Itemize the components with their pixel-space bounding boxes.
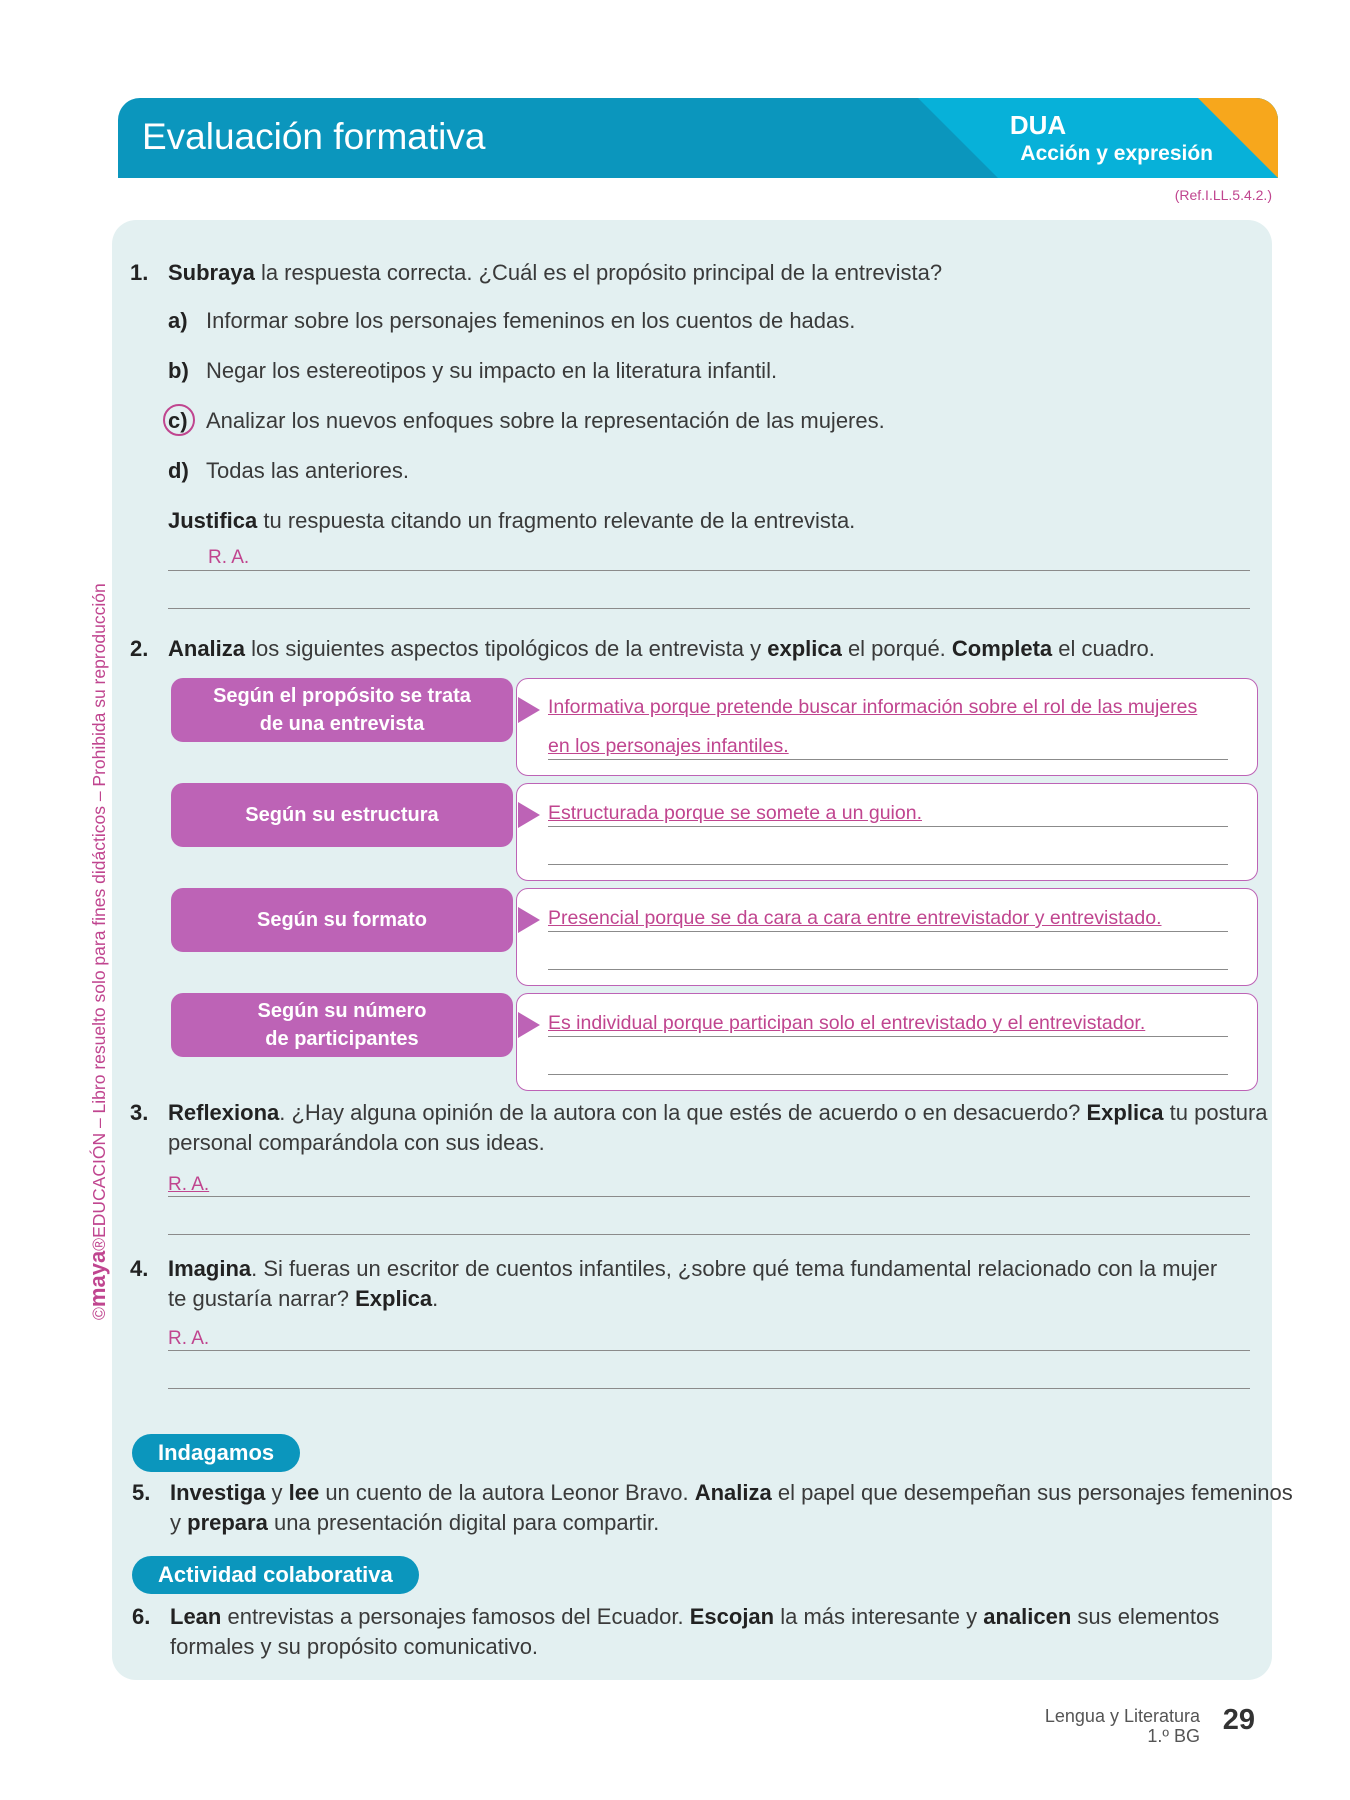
answer-text: R. A. <box>168 1174 210 1195</box>
question-text: el cuadro. <box>1052 636 1155 661</box>
question-text: tu postura <box>1163 1100 1268 1125</box>
question-6-prompt <box>170 1604 1219 1630</box>
answer-line[interactable] <box>168 1350 1250 1351</box>
question-number: 5. <box>132 1480 151 1505</box>
option-letter: b) <box>168 358 189 383</box>
copyright-notice: EDUCACIÓN – Libro resuelto solo para fines didácticos – Prohibida su reproducción <box>89 583 109 1238</box>
question-text: el porqué. <box>841 636 952 661</box>
option-a[interactable] <box>168 308 855 334</box>
justify-prompt <box>168 508 855 534</box>
answer-text: R. A. <box>168 1328 210 1349</box>
question-text: entrevistas a personajes famosos del Ecuador. <box>221 1604 690 1629</box>
arrow-icon <box>518 802 540 828</box>
response-text: Informativa porque pretende buscar información sobre el rol de las mujeres <box>548 696 1198 718</box>
question-text: . Si fueras un escritor de cuentos infantiles, ¿sobre qué tema fundamental relacionado con la mujer <box>251 1256 1218 1281</box>
question-4-prompt-line2 <box>168 1286 438 1312</box>
question-text: el papel que desempeñan sus personajes femeninos <box>771 1480 1293 1505</box>
response-box <box>516 888 1258 986</box>
question-5-prompt-line2 <box>170 1510 659 1536</box>
question-2-prompt <box>168 636 1155 662</box>
grade-level: 1.º BG <box>1147 1726 1200 1746</box>
copyright-side-text <box>85 490 111 1320</box>
header-banner <box>118 98 1278 178</box>
instruction-verb: Completa <box>951 636 1053 661</box>
instruction-verb: Analiza <box>168 636 246 661</box>
arrow-icon <box>518 907 540 933</box>
response-box <box>516 678 1258 776</box>
instruction-verb: analicen <box>983 1604 1072 1629</box>
instruction-verb: Explica <box>355 1286 433 1311</box>
answer-line[interactable] <box>168 570 1250 571</box>
instruction-verb: lee <box>288 1480 320 1505</box>
response-text: Es individual porque participan solo el entrevistado y el entrevistador. <box>548 1012 1146 1034</box>
aspect-label-line: de participantes <box>265 1028 419 1050</box>
question-text: una presentación digital para compartir. <box>267 1510 660 1535</box>
answer-text: R. A. <box>208 547 250 568</box>
section-collaborative-label: Actividad colaborativa <box>132 1556 419 1594</box>
option-letter: c) <box>168 408 188 433</box>
answer-line[interactable] <box>168 1196 1250 1197</box>
registered-icon: ® <box>89 1237 109 1251</box>
option-letter: a) <box>168 308 188 333</box>
arrow-icon <box>518 697 540 723</box>
brand-logo: maya <box>85 1250 110 1308</box>
response-line[interactable] <box>548 931 1228 932</box>
option-text: Analizar los nuevos enfoques sobre la representación de las mujeres. <box>206 408 885 433</box>
question-text: tu respuesta citando un fragmento relevante de la entrevista. <box>257 508 856 533</box>
section-indagamos-label: Indagamos <box>132 1434 300 1472</box>
instruction-verb: Investiga <box>170 1480 266 1505</box>
instruction-verb: Lean <box>170 1604 222 1629</box>
question-text: la más interesante y <box>774 1604 984 1629</box>
instruction-verb: Imagina <box>168 1256 252 1281</box>
instruction-verb: explica <box>767 636 842 661</box>
page-title: Evaluación formativa <box>142 116 486 157</box>
question-5-prompt <box>170 1480 1293 1506</box>
question-number: 2. <box>130 636 149 661</box>
response-text: en los personajes infantiles. <box>548 735 789 757</box>
response-box <box>516 993 1258 1091</box>
question-text: . <box>432 1286 439 1311</box>
response-text: Presencial porque se da cara a cara entre entrevistador y entrevistado. <box>548 907 1162 929</box>
arrow-icon <box>518 1012 540 1038</box>
question-number: 1. <box>130 260 149 285</box>
instruction-verb: prepara <box>187 1510 268 1535</box>
subject-name: Lengua y Literatura <box>1044 1706 1200 1726</box>
instruction-verb: Analiza <box>694 1480 772 1505</box>
question-text: personal comparándola con sus ideas. <box>168 1130 545 1155</box>
answer-line[interactable] <box>168 1388 1250 1389</box>
response-line[interactable] <box>548 826 1228 827</box>
answer-line[interactable] <box>168 1234 1250 1235</box>
copyright-icon: © <box>89 1307 109 1320</box>
dua-title: DUA <box>1009 110 1067 140</box>
option-text: Todas las anteriores. <box>206 458 409 483</box>
response-text: Estructurada porque se somete a un guion. <box>548 802 922 824</box>
response-line[interactable] <box>548 1074 1228 1075</box>
question-text: la respuesta correcta. ¿Cuál es el propósito principal de la entrevista? <box>254 260 943 285</box>
instruction-verb: Subraya <box>168 260 255 285</box>
option-c[interactable] <box>168 408 885 434</box>
aspect-label-line: de una entrevista <box>259 713 425 735</box>
question-text: los siguientes aspectos tipológicos de la entrevista y <box>245 636 768 661</box>
question-1-prompt <box>168 260 942 286</box>
page-number: 29 <box>1222 1704 1255 1736</box>
aspect-label-line: Según su número <box>257 1000 427 1022</box>
instruction-verb: Reflexiona <box>168 1100 280 1125</box>
response-line[interactable] <box>548 1036 1228 1037</box>
response-box <box>516 783 1258 881</box>
option-b[interactable] <box>168 358 777 384</box>
question-number: 6. <box>132 1604 151 1629</box>
question-text: . ¿Hay alguna opinión de la autora con la que estés de acuerdo o en desacuerdo? <box>279 1100 1087 1125</box>
question-text: formales y su propósito comunicativo. <box>170 1634 539 1659</box>
response-line[interactable] <box>548 759 1228 760</box>
footer-subject <box>1045 1706 1200 1746</box>
question-text: y <box>265 1480 289 1505</box>
response-line[interactable] <box>548 969 1228 970</box>
instruction-verb: Escojan <box>689 1604 775 1629</box>
option-letter: d) <box>168 458 189 483</box>
aspect-label-line: Según su estructura <box>245 804 439 826</box>
question-text: un cuento de la autora Leonor Bravo. <box>319 1480 695 1505</box>
dua-subtitle: Acción y expresión <box>1020 142 1213 165</box>
instruction-verb: Explica <box>1086 1100 1164 1125</box>
response-line[interactable] <box>548 864 1228 865</box>
answer-line[interactable] <box>168 608 1250 609</box>
reference-code: (Ref.I.LL.5.4.2.) <box>1174 187 1272 203</box>
option-text: Negar los estereotipos y su impacto en la literatura infantil. <box>206 358 778 383</box>
question-number: 3. <box>130 1100 149 1125</box>
question-3-prompt <box>168 1100 1268 1126</box>
question-4-prompt <box>168 1256 1217 1282</box>
question-text: sus elementos <box>1071 1604 1220 1629</box>
instruction-verb: Justifica <box>168 508 258 533</box>
question-text: y <box>170 1510 188 1535</box>
aspect-label <box>171 993 513 1057</box>
aspect-label <box>171 888 513 952</box>
option-d[interactable] <box>168 458 409 484</box>
aspect-label-line: Según el propósito se trata <box>213 685 471 707</box>
aspect-label <box>171 678 513 742</box>
aspect-label <box>171 783 513 847</box>
option-text: Informar sobre los personajes femeninos en los cuentos de hadas. <box>206 308 856 333</box>
aspect-label-line: Según su formato <box>256 909 427 931</box>
question-text: te gustaría narrar? <box>168 1286 356 1311</box>
question-number: 4. <box>130 1256 149 1281</box>
